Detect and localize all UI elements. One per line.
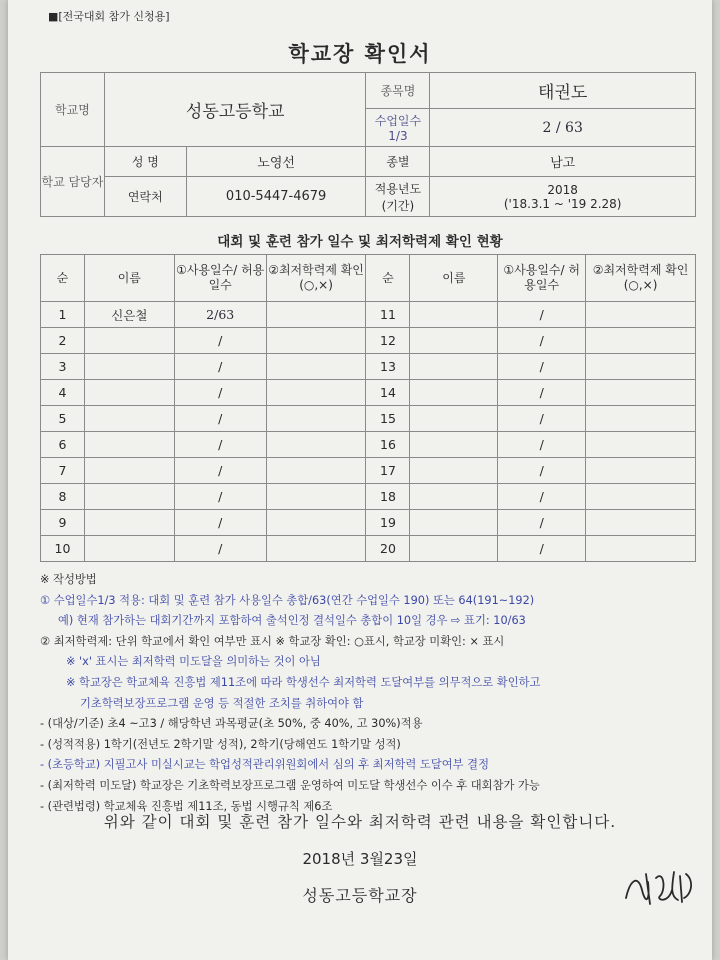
row-days: / [174,328,266,354]
section-title: 대회 및 훈련 참가 일수 및 최저학력제 확인 현황 [217,234,503,250]
row-min [266,458,366,484]
detail-3: - (초등학교) 지필고사 미실시교는 학업성적관리위원회에서 심의 후 최저학력 도달여부 결정 [40,758,489,772]
detail-4: - (최저학력 미도달) 학교장은 기초학력보장프로그램 운영하여 미도달 학생선수 이수 후 대회참가 가능 [40,778,540,792]
table-row [41,354,696,380]
row-min [586,536,696,562]
row-name [410,458,498,484]
row-no: 18 [366,484,410,510]
note-1-example: 예) 현재 참가하는 대회기간까지 포함하여 출석인정 결석일수 총합이 10일 경우 ⇨ 표기: 10/63 [58,614,526,628]
header-days: ①사용일수/ 허용일수 [498,255,586,302]
row-days: / [498,302,586,328]
row-no: 14 [366,380,410,406]
note-4: ※ 학교장은 학교체육 진흥법 제11조에 따라 학생선수 최저학력 도달여부를 의무적으로 확인하고 [66,675,541,689]
detail-1: - (대상/기준) 초4 ~고3 / 해당학년 과목평균(초 50%, 중 40%, 고 30%)적용 [40,717,423,731]
detail-2: - (성적적용) 1학기(전년도 2학기말 성적), 2학기(당해연도 1학기말 성적) [40,737,401,751]
header-no: 순 [366,255,410,302]
row-days: / [498,536,586,562]
row-name [84,406,174,432]
row-days: / [174,458,266,484]
row-no: 15 [366,406,410,432]
row-name [410,328,498,354]
instructions [40,570,700,817]
row-no: 7 [41,458,85,484]
name-value: 노영선 [186,147,366,177]
row-min [586,406,696,432]
row-no: 1 [41,302,85,328]
signature-seal-icon [620,860,700,910]
table-row [41,458,696,484]
table-row [41,328,696,354]
confirmation-date: 2018년 3월23일 [302,850,418,868]
info-table [40,72,696,217]
table-row [41,510,696,536]
row-days: / [174,406,266,432]
row-days: 2/63 [174,302,266,328]
row-no: 17 [366,458,410,484]
header-days: ①사용일수/ 허용일수 [174,255,266,302]
row-min [266,302,366,328]
row-no: 16 [366,432,410,458]
row-days: / [498,354,586,380]
row-no: 2 [41,328,85,354]
row-name: 신은철 [84,302,174,328]
row-no: 6 [41,432,85,458]
row-min [266,380,366,406]
row-days: / [498,328,586,354]
header-name: 이름 [410,255,498,302]
row-days: / [498,510,586,536]
note-3: ※ 'x' 표시는 최저학력 미도달을 의미하는 것이 아님 [66,655,321,669]
table-row [41,536,696,562]
row-name [410,536,498,562]
row-no: 9 [41,510,85,536]
row-name [84,354,174,380]
row-days: / [498,432,586,458]
row-min [586,510,696,536]
note-1: ① 수업일수1/3 적용: 대회 및 훈련 참가 사용일수 총합/63(연간 수업일수 190) 또는 64(191~192) [40,593,535,607]
row-days: / [174,432,266,458]
row-min [266,406,366,432]
row-name [410,432,498,458]
form-tag: ■[전국대회 참가 신청용] [48,10,170,23]
row-name [410,354,498,380]
row-days: / [174,354,266,380]
header-no: 순 [41,255,85,302]
header-name: 이름 [84,255,174,302]
row-no: 12 [366,328,410,354]
contact-value: 010-5447-4679 [186,177,366,217]
row-no: 11 [366,302,410,328]
row-name [84,484,174,510]
row-days: / [174,380,266,406]
row-min [266,328,366,354]
header-min: ②최저학력제 확인(○,×) [266,255,366,302]
row-name [84,510,174,536]
row-name [84,380,174,406]
header-min: ②최저학력제 확인(○,×) [586,255,696,302]
row-days: / [498,380,586,406]
row-min [266,536,366,562]
row-min [266,510,366,536]
row-name [410,380,498,406]
row-days: / [174,484,266,510]
name-label: 성 명 [104,147,186,177]
row-days: / [498,484,586,510]
sport-value: 태권도 [430,73,696,109]
row-min [266,354,366,380]
row-days: / [498,458,586,484]
row-min [586,302,696,328]
detail-5: - (관련법령) 학교체육 진흥법 제11조, 동법 시행규칙 제6조 [40,799,333,813]
table-row [41,302,696,328]
sport-label: 종목명 [366,73,430,109]
days-label: 수업일수 1/3 [366,109,430,147]
contact-label: 연락처 [104,177,186,217]
row-min [586,380,696,406]
row-min [266,484,366,510]
year-cell [430,177,696,217]
table-row [41,432,696,458]
gender-value: 남고 [430,147,696,177]
row-min [586,432,696,458]
row-name [84,458,174,484]
school-name: 성동고등학교 [104,73,366,147]
row-min [586,328,696,354]
gender-label: 종별 [366,147,430,177]
row-name [410,484,498,510]
row-no: 5 [41,406,85,432]
row-name [410,510,498,536]
period-value: ('18.3.1 ~ '19 2.28) [503,196,622,211]
table-row [41,484,696,510]
notes-heading: ※ 작성방법 [40,573,97,586]
row-name [410,406,498,432]
row-name [84,432,174,458]
principal-signature-line: 성동고등학교장 [302,886,418,905]
table-row [41,380,696,406]
confirmation-text: 위와 같이 대회 및 훈련 참가 일수와 최저학력 관련 내용을 확인합니다. [103,813,617,831]
row-no: 10 [41,536,85,562]
row-min [586,354,696,380]
school-label: 학교명 [41,73,105,147]
row-no: 3 [41,354,85,380]
note-2: ② 최저학력제: 단위 학교에서 확인 여부만 표시 ※ 학교장 확인: ○표시, 학교장 미확인: × 표시 [40,634,505,648]
days-value: 2 / 63 [430,109,696,147]
note-4-cont: 기초학력보장프로그램 운영 등 적절한 조치를 취하여야 함 [80,696,364,710]
row-no: 13 [366,354,410,380]
staff-label: 학교 담당자 [41,147,105,217]
row-days: / [498,406,586,432]
row-days: / [174,510,266,536]
row-min [586,458,696,484]
document-title: 학교장 확인서 [288,42,432,66]
row-no: 8 [41,484,85,510]
row-days: / [174,536,266,562]
row-no: 19 [366,510,410,536]
table-row [41,406,696,432]
year-label: 적용년도 (기간) [366,177,430,217]
year-value: 2018 [547,182,578,197]
row-name [84,328,174,354]
row-no: 4 [41,380,85,406]
row-name [84,536,174,562]
row-no: 20 [366,536,410,562]
row-min [586,484,696,510]
document-sheet [8,0,712,960]
participation-table [40,254,696,562]
row-min [266,432,366,458]
row-name [410,302,498,328]
